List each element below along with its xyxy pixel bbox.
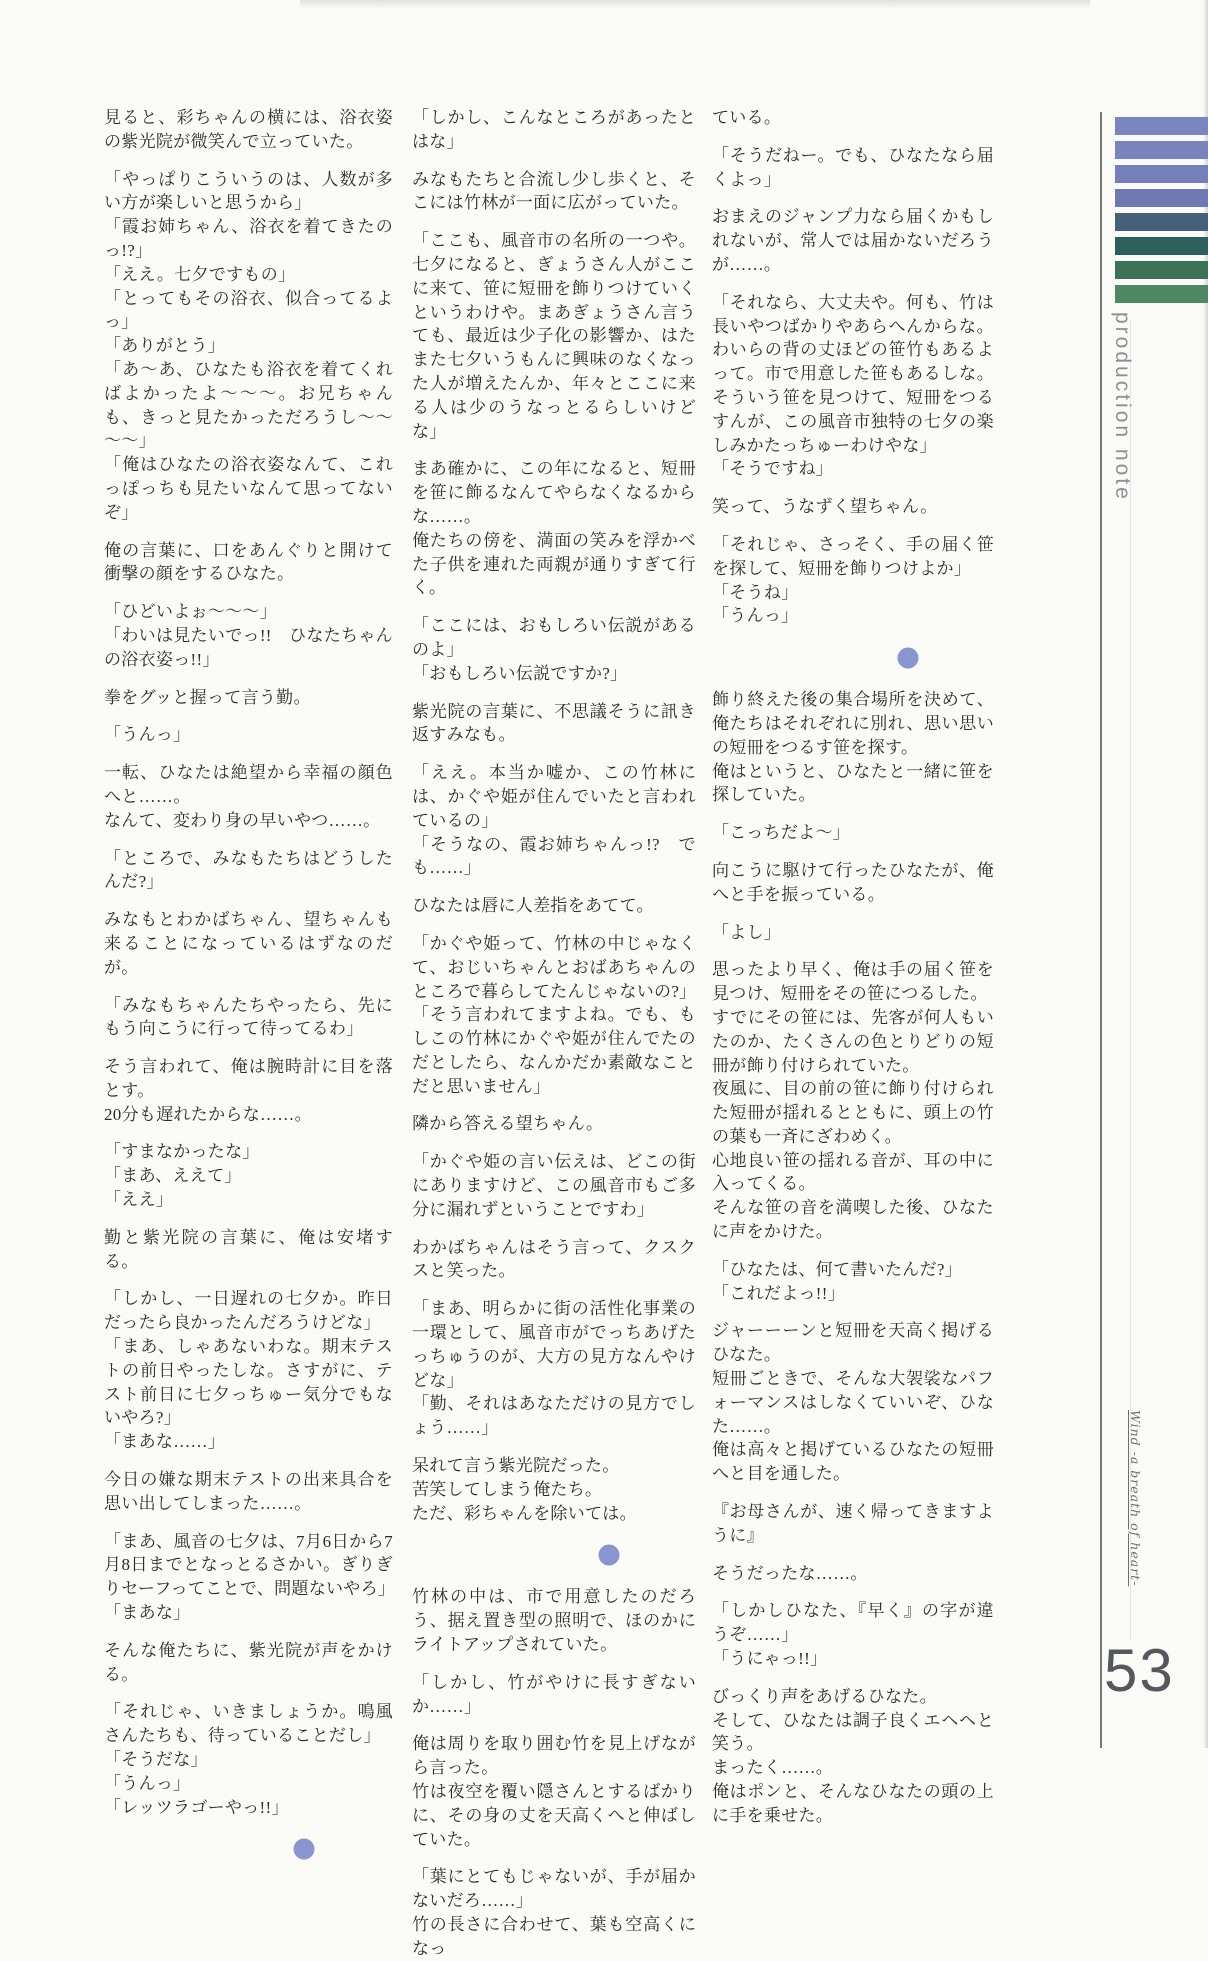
paragraph: 20分も遅れたからな……。 xyxy=(104,1104,312,1124)
paragraph: ただ、彩ちゃんを除いては。 xyxy=(412,1503,637,1523)
paragraph-gap xyxy=(104,747,393,761)
paragraph: 「そうですね」 xyxy=(712,459,834,479)
paragraph: 「レッツラゴーやっ!!」 xyxy=(104,1797,289,1817)
paragraph-gap xyxy=(712,130,994,144)
paragraph-gap xyxy=(412,880,696,894)
paragraph-gap xyxy=(412,1851,696,1865)
game-title-script: Wind -a breath of heart- xyxy=(1128,1410,1143,1587)
paragraph-gap xyxy=(104,1126,393,1140)
paragraph: 苦笑してしまう俺たち。 xyxy=(412,1479,603,1499)
paragraph: 思ったより早く、俺は手の届く笹を見つけ、短冊をその笹につるした。 xyxy=(712,960,994,1004)
sidebar-color-block xyxy=(1115,237,1208,255)
paragraph-gap xyxy=(104,1625,393,1639)
paragraph: みなもたちと合流し少し歩くと、そこには竹林が一面に広がっていた。 xyxy=(412,169,696,213)
paragraph: びっくり声をあげるひなた。 xyxy=(712,1686,937,1706)
sidebar-vertical-rule xyxy=(1100,112,1102,1748)
paragraph: 「ここには、おもしろい伝説があるのよ」 xyxy=(412,616,696,659)
paragraph-gap xyxy=(712,1305,994,1319)
paragraph-gap xyxy=(412,747,696,761)
paragraph: 「霞お姉ちゃん、浴衣を着てきたのっ!?」 xyxy=(104,217,393,260)
scene-divider-dot-icon xyxy=(599,1545,620,1566)
paragraph-gap xyxy=(104,1273,393,1287)
paragraph-gap xyxy=(104,586,393,600)
paragraph-gap xyxy=(412,1136,696,1150)
paragraph-gap xyxy=(104,1454,393,1468)
paragraph-gap xyxy=(412,1222,696,1236)
paragraph: まあ確かに、この年になると、短冊を笹に飾るなんてやらなくなるからな……。 xyxy=(412,459,696,526)
paragraph: 俺は高々と掲げているひなたの短冊へと目を通した。 xyxy=(712,1440,994,1484)
page-number: 53 xyxy=(1104,1637,1175,1704)
paragraph: 「それじゃ、さっそく、手の届く笹を探して、短冊を飾りつけよか」 xyxy=(712,534,994,578)
paragraph: 竹林の中は、市で用意したのだろう、据え置き型の照明で、ほのかにライトアップされていた。 xyxy=(412,1587,696,1655)
paragraph: 「勤、それはあなただけの見方でしょう……」 xyxy=(412,1394,696,1438)
paragraph: 「それじゃ、いきましょうか。鳴風さんたちも、待っていることだし」 xyxy=(104,1702,393,1746)
paragraph: 竹の長さに合わせて、葉も空高くになっ xyxy=(412,1915,696,1958)
paragraph-gap xyxy=(412,600,696,614)
paragraph-gap xyxy=(712,519,994,533)
paragraph: 「葉にとてもじゃないが、手が届かないだろ……」 xyxy=(412,1867,696,1911)
paragraph: 『お母さんが、速く帰ってきますように』 xyxy=(712,1502,994,1545)
paragraph-gap xyxy=(412,154,696,168)
paragraph: 「まあ、明らかに街の活性化事業の一環として、風音市がでっちあげたっちゅうのが、大方の見方なんやけどな」 xyxy=(412,1299,696,1390)
paragraph: 「しかし、一日遅れの七夕か。昨日だったら良かったんだろうけどな」 xyxy=(104,1289,393,1333)
paragraph: 「しかしひなた、『早く』の字が違うぞ……」 xyxy=(712,1601,994,1645)
sidebar-color-block xyxy=(1115,285,1208,303)
paragraph: 「うにゃっ!!」 xyxy=(712,1649,828,1669)
paragraph-gap xyxy=(104,1516,393,1530)
paragraph: おまえのジャンプ力なら届くかもしれないが、常人では届かないだろうが……。 xyxy=(712,207,994,274)
paragraph: 「ええ。七夕ですもの」 xyxy=(104,264,296,284)
paragraph: 勤と紫光院の言葉に、俺は安堵する。 xyxy=(104,1227,393,1271)
paragraph: ひなたは唇に人差指をあてて。 xyxy=(412,896,654,916)
paragraph: そんな俺たちに、紫光院が声をかける。 xyxy=(104,1640,393,1684)
paragraph-gap xyxy=(412,1098,696,1112)
paragraph: ジャーーーンと短冊を天高く掲げるひなた。 xyxy=(712,1321,994,1365)
paragraph: 向こうに駆けて行ったひなたが、俺へと手を振っている。 xyxy=(712,860,994,904)
paragraph-gap xyxy=(412,918,696,932)
paragraph-gap xyxy=(712,907,994,921)
paragraph-gap xyxy=(712,277,994,291)
paragraph-gap xyxy=(712,191,994,205)
paragraph: 拳をグッと握って言う勤。 xyxy=(104,687,311,707)
paragraph: そんな笹の音を満喫した後、ひなたに声をかけた。 xyxy=(712,1198,994,1242)
paragraph: 竹は夜空を覆い隠さんとするばかりに、その身の丈を天高くへと伸ばしていた。 xyxy=(412,1782,696,1849)
paragraph: 今日の嫌な期末テストの出来具合を思い出してしまった……。 xyxy=(104,1470,393,1513)
scene-divider-dot-icon xyxy=(293,1839,314,1860)
text-column-left xyxy=(104,106,396,1879)
paragraph: 「ありがとう」 xyxy=(104,336,226,356)
paragraph-gap xyxy=(412,1718,696,1732)
paragraph: 俺はというと、ひなたと一緒に笹を探していた。 xyxy=(712,761,994,805)
paragraph: 呆れて言う紫光院だった。 xyxy=(412,1456,620,1476)
paragraph: すでにその笹には、先客が何人もいたのか、たくさんの色とりどりの短冊が飾り付けられていた。 xyxy=(712,1007,994,1075)
sidebar-color-blocks xyxy=(1115,117,1208,309)
page-top-edge-shadow xyxy=(300,0,1090,9)
paragraph: 「とってもその浴衣、似合ってるよっ」 xyxy=(104,288,393,332)
paragraph-gap xyxy=(712,845,994,859)
paragraph-gap xyxy=(104,833,393,847)
paragraph-gap xyxy=(104,525,393,539)
paragraph-gap xyxy=(104,894,393,908)
paragraph: なんて、変わり身の早いやつ……。 xyxy=(104,810,381,830)
paragraph-gap xyxy=(104,1212,393,1226)
paragraph: 「それなら、大丈夫や。何も、竹は長いやつばかりやあらへんからな。わいらの背の丈ほどの笹竹もあるよって。市で用意した笹もあるしな。そういう笹を見つけて、短冊をつるすんが、この風音市独特の七夕の楽しみかたっちゅーわけやな」 xyxy=(712,292,994,455)
paragraph: 「みなもちゃんたちやったら、先にもう向こうに行って待ってるわ」 xyxy=(104,995,393,1039)
paragraph: 俺たちの傍を、満面の笑みを浮かべた子供を連れた両親が通りすぎて行く。 xyxy=(412,530,696,598)
paragraph: 「まあ、しゃあないわな。期末テストの前日やったしな。さすがに、テスト前日に七夕っちゅー気分でもないやろ?」 xyxy=(104,1337,393,1428)
paragraph: ている。 xyxy=(712,108,782,127)
paragraph: 「まあな……」 xyxy=(104,1432,226,1452)
paragraph: 隣から答える望ちゃん。 xyxy=(412,1114,604,1134)
paragraph: 「これだよっ!!」 xyxy=(712,1283,846,1303)
sidebar-color-block xyxy=(1115,117,1208,135)
paragraph: 俺の言葉に、口をあんぐりと開けて衝撃の顔をするひなた。 xyxy=(104,540,393,584)
paragraph: 「ええ」 xyxy=(104,1190,174,1210)
paragraph: 「ここも、風音市の名所の一つや。七夕になると、ぎょうさん人がここに来て、笹に短冊を飾りつけていくというわけや。まあぎょうさん言うても、最近は少子化の影響か、はたまた七夕いうもんに興味のなくなった人が増えたんか、年々とここに来る人は少のうなっとるらしいけどな」 xyxy=(412,231,696,441)
paragraph: 「こっちだよ～」 xyxy=(712,823,851,843)
paragraph: わかばちゃんはそう言って、クスクスと笑った。 xyxy=(412,1237,696,1281)
paragraph: 「しかし、竹がやけに長すぎないか……」 xyxy=(412,1672,696,1716)
paragraph: 「そうだな」 xyxy=(104,1750,208,1770)
sidebar-color-block xyxy=(1115,261,1208,279)
paragraph-gap xyxy=(412,686,696,700)
paragraph: 笑って、うなずく望ちゃん。 xyxy=(712,497,938,517)
sidebar-section-label: production note xyxy=(1111,312,1134,502)
paragraph-gap xyxy=(104,1686,393,1700)
paragraph: 「そう言われてますよね。でも、もしこの竹林にかぐや姫が住んでたのだとしたら、なんかだか素敵なことだと思いません」 xyxy=(412,1005,696,1096)
paragraph-gap xyxy=(412,443,696,457)
paragraph-gap xyxy=(104,672,393,686)
paragraph: 「うんっ」 xyxy=(104,725,191,745)
text-column-right xyxy=(712,106,994,1828)
paragraph: 「ひどいよぉ～～～」 xyxy=(104,602,277,622)
paragraph: 「うんっ」 xyxy=(712,606,799,626)
paragraph: 「そうなの、霞お姉ちゃんっ!? でも……」 xyxy=(412,834,696,878)
paragraph-gap xyxy=(412,1283,696,1297)
paragraph-gap xyxy=(712,1585,994,1599)
paragraph: そして、ひなたは調子良くエヘヘと笑う。 xyxy=(712,1710,994,1754)
paragraph: 「まあな」 xyxy=(104,1603,191,1623)
paragraph: 「まあ、ええて」 xyxy=(104,1166,242,1186)
paragraph: 飾り終えた後の集合場所を決めて、俺たちはそれぞれに別れ、思い思いの短冊をつるす笹を探す。 xyxy=(712,690,994,757)
paragraph: 夜風に、目の前の笹に飾り付けられた短冊が揺れるとともに、頭上の竹の葉も一斉にざわめく。 xyxy=(712,1079,994,1146)
paragraph: 俺はポンと、そんなひなたの頭の上に手を乗せた。 xyxy=(712,1782,994,1825)
paragraph-gap xyxy=(712,481,994,495)
paragraph-gap xyxy=(412,215,696,229)
paragraph: 「俺はひなたの浴衣姿なんて、これっぽっちも見たいなんて思ってないぞ」 xyxy=(104,455,393,522)
paragraph: 「あ～あ、ひなたも浴衣を着てくればよかったよ～～～。お兄ちゃんも、きっと見たかっただろうし～～～～」 xyxy=(104,359,393,451)
paragraph: 「そうね」 xyxy=(712,582,799,602)
paragraph: 「ええ。本当か嘘か、この竹林には、かぐや姫が住んでいたと言われているの」 xyxy=(412,763,696,830)
paragraph-gap xyxy=(104,709,393,723)
scene-divider xyxy=(104,1837,393,1861)
paragraph-gap xyxy=(104,980,393,994)
paragraph: まったく……。 xyxy=(712,1758,834,1778)
paragraph: みなもとわかばちゃん、望ちゃんも来ることになっているはずなのだが。 xyxy=(104,910,393,977)
paragraph-gap xyxy=(712,807,994,821)
paragraph: 「うんっ」 xyxy=(104,1773,191,1793)
paragraph: 紫光院の言葉に、不思議そうに訊き返すみなも。 xyxy=(412,701,696,745)
sidebar-color-block xyxy=(1115,189,1208,207)
paragraph-gap xyxy=(104,154,393,168)
paragraph: 見ると、彩ちゃんの横には、浴衣姿の紫光院が微笑んで立っていた。 xyxy=(104,108,393,151)
paragraph: 「しかし、こんなところがあったとはな」 xyxy=(412,108,696,151)
paragraph-gap xyxy=(712,944,994,958)
paragraph-gap xyxy=(712,1486,994,1500)
paragraph: 短冊ごときで、そんな大袈裟なパフォーマンスはしなくていいぞ、ひなた……。 xyxy=(712,1369,994,1436)
paragraph: 「ところで、みなもたちはどうしたんだ?」 xyxy=(104,848,393,892)
paragraph: 「すまなかったな」 xyxy=(104,1142,260,1162)
paragraph: 「おもしろい伝説ですか?」 xyxy=(412,663,628,683)
paragraph: 「わいは見たいでっ!! ひなたちゃんの浴衣姿っ!!」 xyxy=(104,625,393,669)
scene-divider xyxy=(712,646,994,670)
paragraph: 一転、ひなたは絶望から幸福の顔色へと……。 xyxy=(104,763,393,806)
paragraph-gap xyxy=(712,1548,994,1562)
scene-divider xyxy=(412,1543,696,1567)
sidebar-color-block xyxy=(1115,141,1208,159)
paragraph: 俺は周りを取り囲む竹を見上げながら言った。 xyxy=(412,1734,696,1778)
paragraph-gap xyxy=(412,1657,696,1671)
sidebar-color-block xyxy=(1115,165,1208,183)
paragraph: 「かぐや姫の言い伝えは、どこの街にありますけど、この風音市もご多分に漏れずということですわ」 xyxy=(412,1152,696,1219)
sidebar-color-block xyxy=(1115,213,1208,231)
paragraph: 「かぐや姫って、竹林の中じゃなくて、おじいちゃんとおばあちゃんのところで暮らしてたんじゃないの?」 xyxy=(412,933,697,1001)
paragraph: 「そうだねー。でも、ひなたなら届くよっ」 xyxy=(712,145,994,189)
paragraph: 心地良い笹の揺れる音が、耳の中に入ってくる。 xyxy=(712,1150,994,1194)
paragraph: 「よし」 xyxy=(712,922,782,942)
paragraph: そう言われて、俺は腕時計に目を落とす。 xyxy=(104,1057,393,1100)
paragraph-gap xyxy=(712,1244,994,1258)
scene-divider-dot-icon xyxy=(898,648,919,669)
paragraph: 「やっぱりこういうのは、人数が多い方が楽しいと思うから」 xyxy=(104,169,393,213)
paragraph-gap xyxy=(412,1440,696,1454)
paragraph-gap xyxy=(712,1671,994,1685)
text-column-center xyxy=(412,106,696,1961)
paragraph-gap xyxy=(104,1041,393,1055)
paragraph: 「まあ、風音の七夕は、7月6日から7月8日までとなっとるさかい。ぎりぎりセーフってことで、問題ないやろ」 xyxy=(104,1531,396,1599)
paragraph: そうだったな……。 xyxy=(712,1563,868,1583)
paragraph: 「ひなたは、何て書いたんだ?」 xyxy=(712,1259,963,1279)
